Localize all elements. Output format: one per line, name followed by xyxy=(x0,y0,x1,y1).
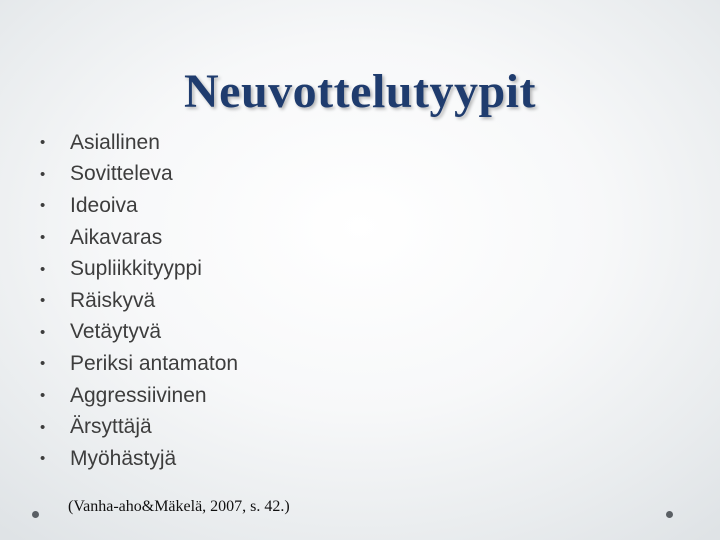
list-item xyxy=(40,127,238,159)
list-item xyxy=(40,159,238,191)
list-item xyxy=(40,380,238,412)
bullet-icon: • xyxy=(40,229,46,247)
list-item-label: Ärsyttäjä xyxy=(70,415,152,439)
list-item xyxy=(40,190,238,222)
list-item-label: Asiallinen xyxy=(70,130,160,154)
bullet-icon: • xyxy=(40,355,46,373)
list-item-label: Räiskyvä xyxy=(70,288,156,312)
list-item-label: Sovitteleva xyxy=(70,162,173,186)
list-item xyxy=(40,443,238,475)
bullet-icon: • xyxy=(40,450,46,468)
bullet-icon: • xyxy=(40,387,46,405)
bullet-icon: • xyxy=(40,197,46,215)
decorative-dot-icon xyxy=(32,511,39,518)
list-item-label: Aikavaras xyxy=(70,225,163,249)
list-item xyxy=(40,285,238,317)
slide-title: Neuvottelutyypit xyxy=(184,65,536,118)
list-item-label: Aggressiivinen xyxy=(70,383,207,407)
bullet-icon: • xyxy=(40,165,46,183)
list-item xyxy=(40,253,238,285)
bullet-icon: • xyxy=(40,292,46,310)
bullet-icon: • xyxy=(40,260,46,278)
list-item xyxy=(40,411,238,443)
bullet-icon: • xyxy=(40,418,46,436)
bullet-list xyxy=(40,127,238,475)
decorative-dot-icon xyxy=(666,511,673,518)
list-item xyxy=(40,348,238,380)
bullet-icon: • xyxy=(40,323,46,341)
citation: (Vanha-aho&Mäkelä, 2007, s. 42.) xyxy=(68,498,290,515)
list-item xyxy=(40,222,238,254)
list-item xyxy=(40,317,238,349)
list-item-label: Vetäytyvä xyxy=(70,320,162,344)
list-item-label: Periksi antamaton xyxy=(70,351,239,375)
list-item-label: Myöhästyjä xyxy=(70,446,177,470)
list-item-label: Ideoiva xyxy=(70,193,138,217)
bullet-icon: • xyxy=(40,134,46,152)
list-item-label: Supliikkityyppi xyxy=(70,257,202,281)
